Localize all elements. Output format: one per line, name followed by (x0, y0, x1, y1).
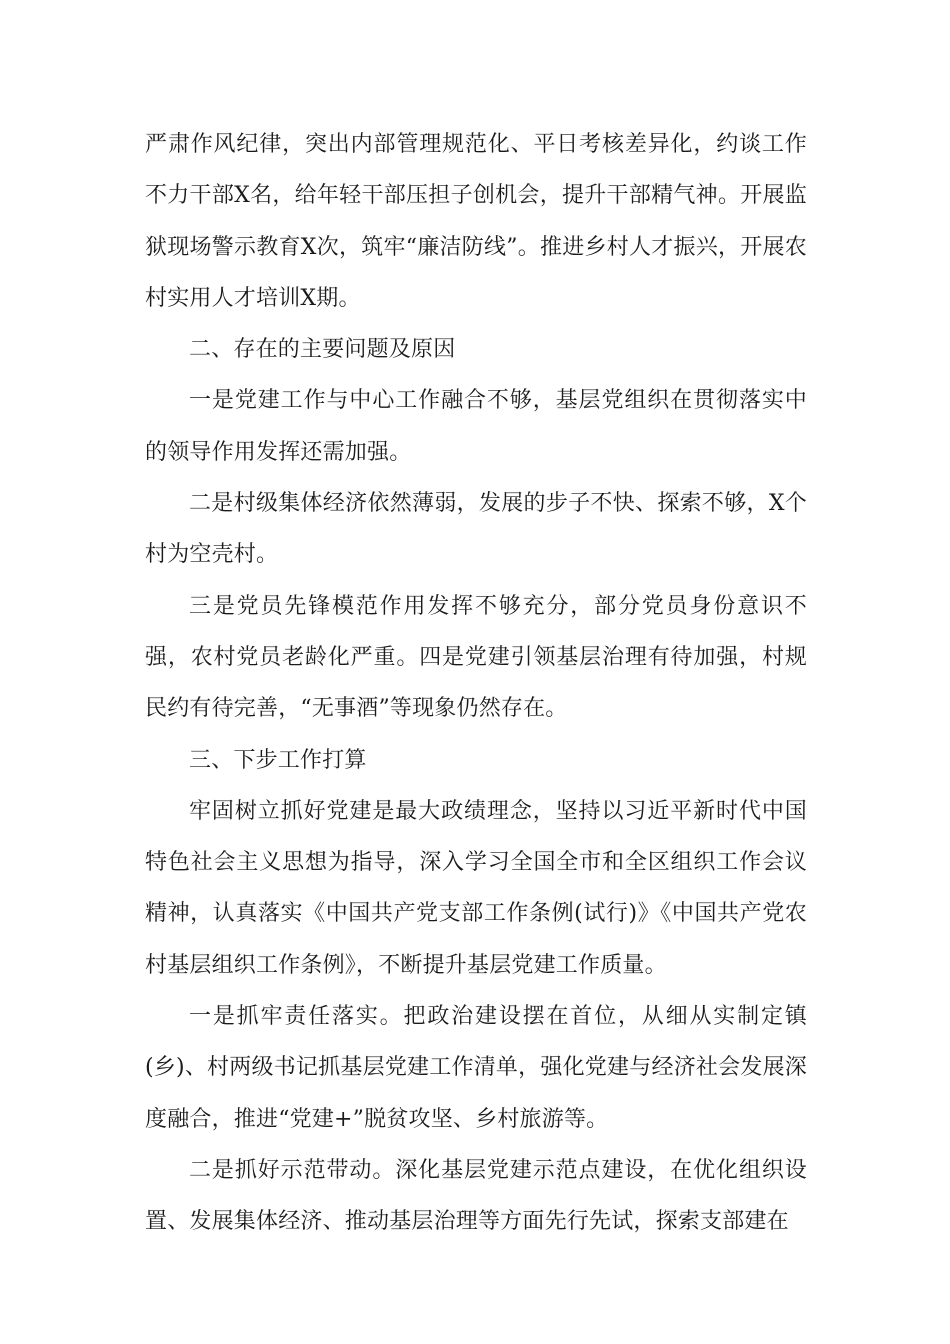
section-heading-next-steps: 三、下步工作打算 (189, 747, 367, 773)
paragraph-problem-1: 一是党建工作与中心工作融合不够，基层党组织在贯彻落实中的领导作用发挥还需加强。 (145, 388, 807, 465)
section-heading-problems: 二、存在的主要问题及原因 (189, 337, 456, 363)
paragraph-next-steps-intro: 牢固树立抓好党建是最大政绩理念，坚持以习近平新时代中国特色社会主义思想为指导，深入学习全国全市和全区组织工作会议精神，认真落实《中国共产党支部工作条例(试行)》《中国共产党农村基层组织工作条例》，不断提升基层党建工作质量。 (145, 798, 807, 978)
document-body (145, 119, 807, 1248)
paragraph-next-step-1: 一是抓牢责任落实。把政治建设摆在首位，从细从实制定镇(乡)、村两级书记抓基层党建工作清单，强化党建与经济社会发展深度融合，推进“党建+”脱贫攻坚、乡村旅游等。 (145, 1004, 807, 1132)
paragraph-1: 严肃作风纪律，突出内部管理规范化、平日考核差异化，约谈工作不力干部X名，给年轻干部压担子创机会，提升干部精气神。开展监狱现场警示教育X次，筑牢“廉洁防线”。推进乡村人才振兴，开展农村实用人才培训X期。 (145, 132, 807, 311)
paragraph-problem-3: 三是党员先锋模范作用发挥不够充分，部分党员身份意识不强，农村党员老龄化严重。四是党建引领基层治理有待加强，村规民约有待完善，“无事酒”等现象仍然存在。 (145, 593, 807, 722)
paragraph-next-step-2: 二是抓好示范带动。深化基层党建示范点建设，在优化组织设置、发展集体经济、推动基层治理等方面先行先试，探索支部建在 (145, 1157, 807, 1235)
paragraph-problem-2: 二是村级集体经济依然薄弱，发展的步子不快、探索不够，X个村为空壳村。 (145, 491, 807, 568)
